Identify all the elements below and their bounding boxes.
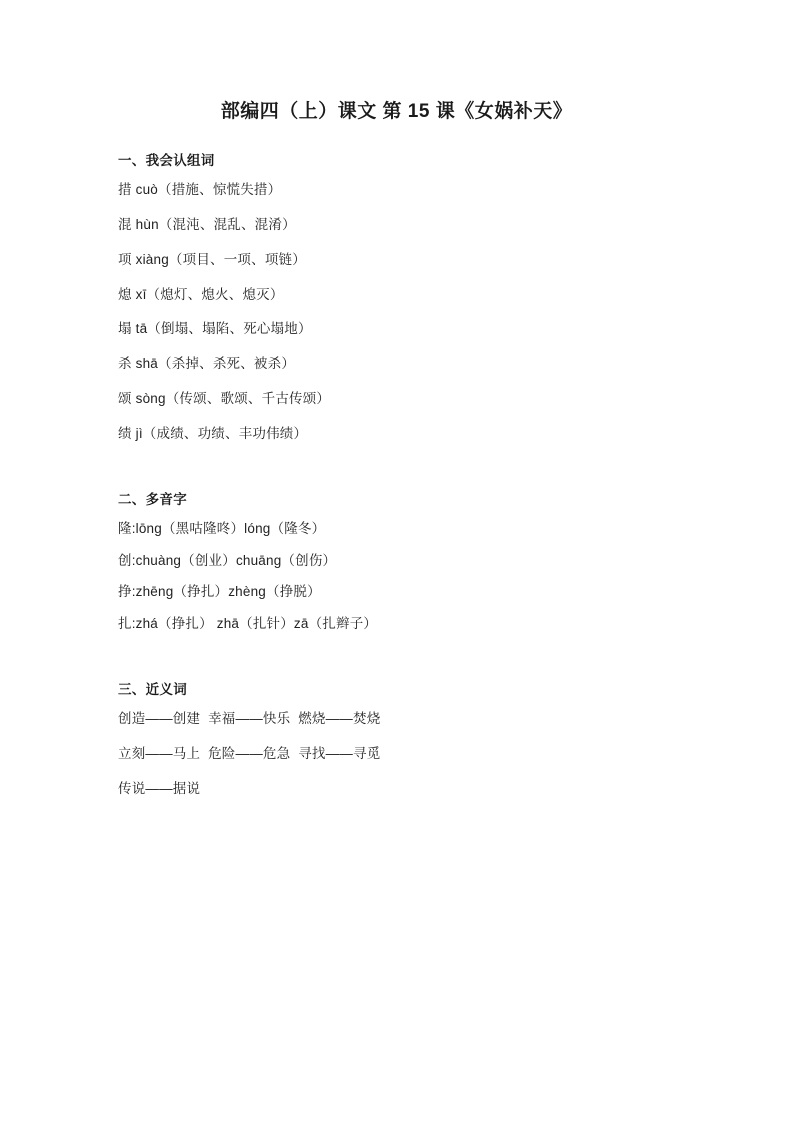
word-entry: 塌 tā（倒塌、塌陷、死心塌地） (118, 321, 312, 337)
synonym-entry: 立刻——马上 危险——危急 寻找——寻觅 (118, 745, 381, 761)
section-synonyms (118, 678, 675, 797)
word-entry: 混 hùn（混沌、混乱、混淆） (118, 216, 296, 232)
word-entry: 熄 xī（熄灯、熄火、熄灭） (118, 286, 284, 302)
section-polyphonic-characters (118, 488, 675, 632)
word-entry: 绩 jì（成绩、功绩、丰功伟绩） (118, 425, 308, 441)
section-heading: 二、多音字 (118, 491, 187, 507)
section-recognize-words (118, 149, 675, 442)
polyphone-entry: 创:chuàng（创业）chuāng（创伤） (118, 552, 337, 568)
polyphone-entry: 挣:zhēng（挣扎）zhèng（挣脱） (118, 584, 321, 600)
section-heading: 三、近义词 (118, 682, 187, 698)
word-entry: 杀 shā（杀掉、杀死、被杀） (118, 356, 296, 372)
page-title: 部编四（上）课文 第 15 课《女娲补天》 (220, 101, 573, 122)
synonym-entry: 传说——据说 (118, 780, 201, 796)
section-heading: 一、我会认组词 (118, 153, 215, 168)
word-entry: 措 cuò（措施、惊慌失措） (118, 182, 282, 197)
synonym-entry: 创造——创建 幸福——快乐 燃烧——焚烧 (118, 711, 381, 727)
polyphone-entry: 扎:zhá（挣扎） zhā（扎针）zā（扎辫子） (118, 616, 378, 632)
word-entry: 颂 sòng（传颂、歌颂、千古传颂） (118, 391, 331, 407)
polyphone-entry: 隆:lōng（黑咕隆咚）lóng（隆冬） (118, 520, 326, 536)
word-entry: 项 xiàng（项目、一项、项链） (118, 251, 306, 267)
